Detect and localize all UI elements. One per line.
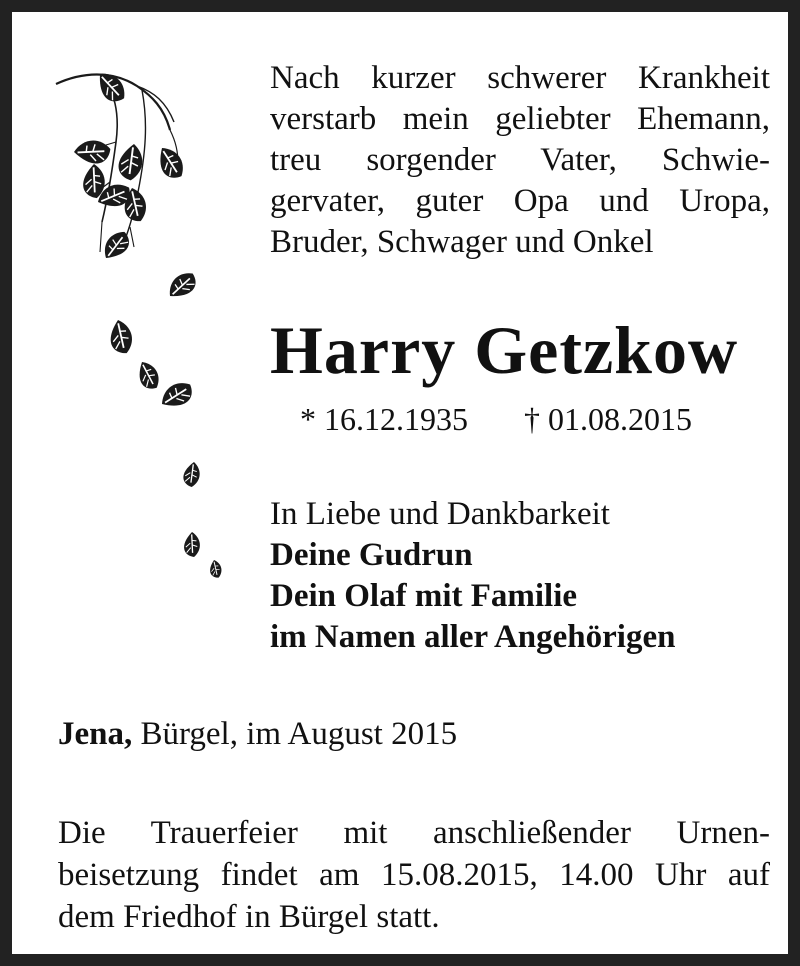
leaf-icon	[166, 267, 200, 304]
mourner-name: Dein Olaf mit Familie	[270, 578, 578, 614]
leaf-icon	[158, 375, 197, 415]
intro-line: Bruder, Schwager und Onkel	[270, 224, 654, 260]
birch-branch-icon	[42, 52, 242, 612]
death-date: † 01.08.2015	[524, 401, 692, 437]
signature-opening: In Liebe und Dankbarkeit	[270, 496, 610, 532]
service-line: dem Friedhof in Bürgel statt.	[58, 899, 440, 935]
service-line: beisetzung findet am 15.08.2015, 14.00 Uhr auf	[58, 857, 770, 893]
intro-line: Nach kurzer schwerer Krankheit	[270, 60, 770, 96]
deceased-name: Harry Getzkow	[270, 312, 739, 388]
leaf-icon	[181, 461, 202, 488]
mourners-block	[270, 494, 675, 658]
intro-line: verstarb mein geliebter Ehemann,	[270, 101, 770, 137]
leaf-icon	[72, 135, 114, 170]
leaf-icon	[150, 144, 190, 183]
leaf-icon	[131, 359, 165, 393]
place-rest: Bürgel, im August 2015	[132, 716, 458, 752]
place-date-line	[58, 714, 457, 755]
intro-line: gervater, guter Opa und Uropa,	[270, 183, 770, 219]
intro-text	[270, 58, 770, 263]
intro-line: treu sorgender Vater, Schwie-	[270, 142, 770, 178]
mourner-name: Deine Gudrun	[270, 537, 473, 573]
place-city: Jena,	[58, 716, 133, 752]
funeral-service-text	[58, 812, 770, 938]
service-line: Die Trauerfeier mit anschließender Urnen-	[58, 815, 770, 851]
life-dates	[300, 398, 692, 440]
birth-date: * 16.12.1935	[300, 401, 468, 437]
leaf-icon	[206, 559, 225, 580]
leaf-icon	[180, 531, 204, 560]
mourner-name: im Namen aller Angehörigen	[270, 619, 676, 655]
leaf-icon	[102, 317, 139, 357]
